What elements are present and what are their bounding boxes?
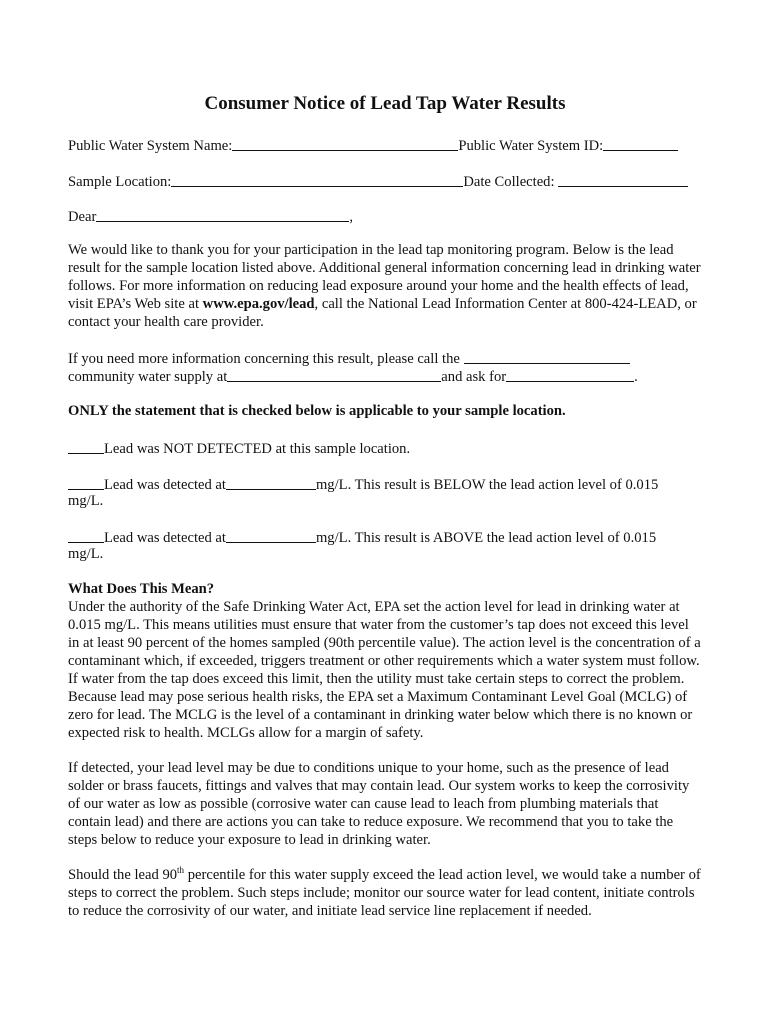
contact-text-3: and ask for: [441, 369, 507, 385]
page-title: Consumer Notice of Lead Tap Water Results: [204, 93, 566, 114]
contact-line-2: [68, 366, 702, 386]
contact-text-2: community water supply at: [68, 369, 228, 385]
not-detected-checkbox[interactable]: [68, 439, 104, 454]
below-label-pre: Lead was detected at: [104, 477, 226, 493]
option-above-end: mg/L.: [68, 546, 104, 562]
para3-superscript: th: [177, 865, 185, 876]
above-level-field[interactable]: [226, 528, 316, 543]
meaning-heading: What Does This Mean?: [68, 581, 215, 597]
statement-heading: ONLY the statement that is checked below is applicable to your sample location.: [68, 403, 566, 419]
system-name-label: Public Water System Name:: [68, 138, 233, 154]
contact-phone-field[interactable]: [464, 349, 630, 364]
option-below: [68, 474, 702, 494]
meaning-paragraph-3: [68, 866, 702, 920]
below-checkbox[interactable]: [68, 475, 104, 490]
below-level-field[interactable]: [226, 475, 316, 490]
recipient-name-field[interactable]: [96, 207, 349, 222]
water-supply-field[interactable]: [227, 367, 441, 382]
epa-website-link[interactable]: www.epa.gov/lead: [202, 296, 315, 312]
intro-text-1: We would like to thank you for your participation in the lead tap monitoring program. Below is the lead result for the sample location listed above. Additional general information concerning lead in drinking water follows. For more information on reducing lead exposure around your home and the health effects of lead, visit EPA’s Web site at: [68, 242, 701, 312]
dear-suffix: ,: [349, 209, 354, 225]
intro-paragraph: [68, 241, 702, 331]
above-checkbox[interactable]: [68, 528, 104, 543]
system-name-field[interactable]: [232, 136, 458, 151]
para3-text-post: percentile for this water supply exceed the lead action level, we would take a number of steps to correct the problem. Such steps include; monitor our source water for lead content, initiate controls to reduce the corrosivity of our water, and initiate lead service line replacement if needed.: [68, 867, 701, 919]
sample-location-label: Sample Location:: [68, 174, 172, 190]
option-above: [68, 527, 702, 547]
contact-end: .: [634, 369, 638, 385]
sample-location-field[interactable]: [171, 172, 463, 187]
dear-label: Dear: [68, 209, 97, 225]
date-collected-field[interactable]: [558, 172, 688, 187]
contact-text-1: If you need more information concerning this result, please call the: [68, 351, 464, 367]
option-below-end: mg/L.: [68, 493, 104, 509]
system-info-line: [68, 135, 702, 155]
contact-person-field[interactable]: [506, 367, 634, 382]
system-id-field[interactable]: [603, 136, 678, 151]
meaning-paragraph-1: Under the authority of the Safe Drinking Water Act, EPA set the action level for lead in drinking water at 0.015 mg/L. This means utilities must ensure that water from the customer’s tap does not exceed this level in at least 90 percent of the homes sampled (90th percentile value). The action level is the concentration of a contaminant which, if exceeded, triggers treatment or other requirements which a water system must follow. If water from the tap does exceed this limit, then the utility must take certain steps to correct the problem. Because lead may pose serious health risks, the EPA set a Maximum Contaminant Level Goal (MCLG) of zero for lead. The MCLG is the level of a contaminant in drinking water below which there is no known or expected risk to health. MCLGs allow for a margin of safety.: [68, 599, 701, 741]
above-label-pre: Lead was detected at: [104, 530, 226, 546]
intro-text-2: , call the National Lead Information Center at 800-424-LEAD, or contact your health care provider.: [68, 296, 697, 330]
sample-info-line: [68, 171, 702, 191]
meaning-paragraph-2: If detected, your lead level may be due to conditions unique to your home, such as the presence of lead solder or brass faucets, fittings and valves that may contain lead. Our system works to keep the corrosivity of our water as low as possible (corrosive water can cause lead to leach from plumbing materials that contain lead) and there are actions you can take to reduce exposure. We recommend that you to take the steps below to reduce your exposure to lead in drinking water.: [68, 760, 690, 848]
option-not-detected: [68, 438, 702, 458]
system-id-label: Public Water System ID:: [458, 138, 604, 154]
contact-line-1: [68, 348, 702, 368]
not-detected-label: Lead was NOT DETECTED at this sample location.: [104, 441, 411, 457]
below-label-post: mg/L. This result is BELOW the lead action level of 0.015: [315, 477, 659, 493]
date-collected-label: Date Collected:: [463, 174, 559, 190]
above-label-post: mg/L. This result is ABOVE the lead action level of 0.015: [315, 530, 657, 546]
salutation-line: [68, 206, 702, 226]
para3-text-pre: Should the lead 90: [68, 867, 178, 883]
